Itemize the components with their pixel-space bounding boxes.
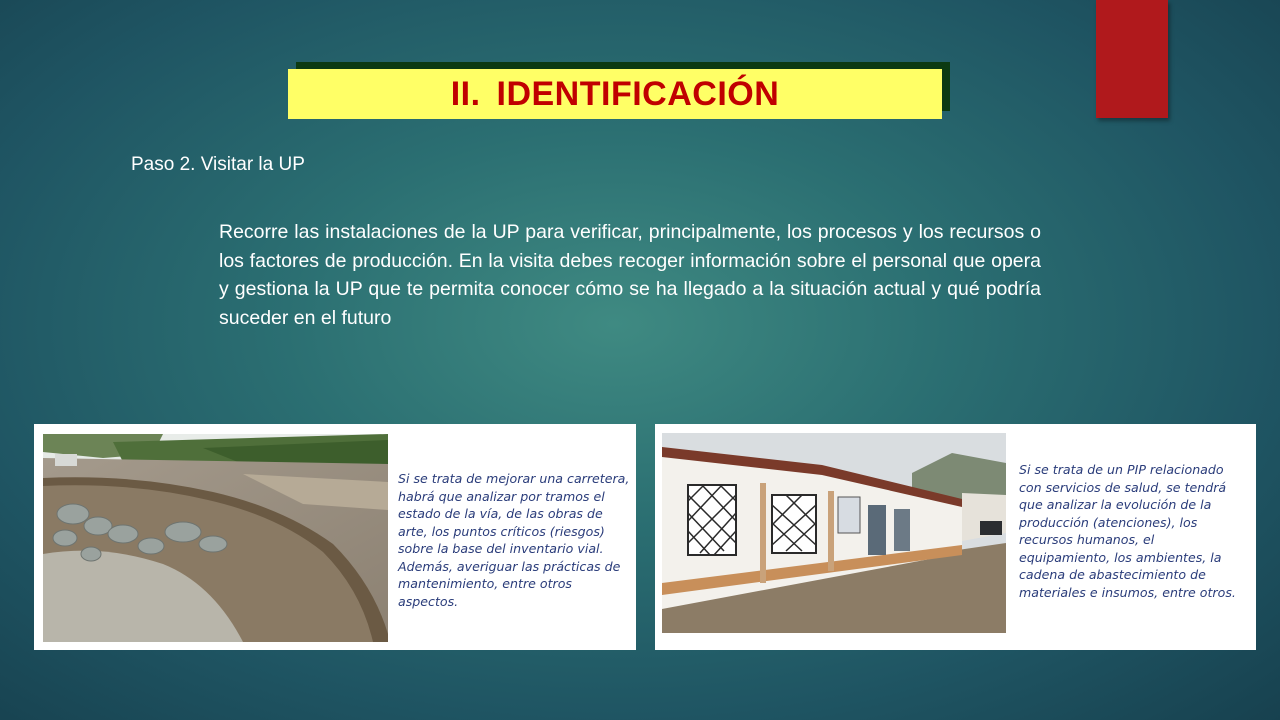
- road-panel: [34, 424, 636, 650]
- red-accent-tab: [1096, 0, 1168, 118]
- title-banner: [288, 69, 942, 119]
- step-heading: Paso 2. Visitar la UP: [131, 154, 305, 175]
- body-paragraph: Recorre las instalaciones de la UP para verificar, principalmente, los procesos y los recursos o los factores de producción. En la visita debes recoger información sobre el personal que opera y gestiona la UP que te permita conocer cómo se ha llegado a la situación actual y qué podría suceder en el futuro: [219, 221, 1041, 329]
- road-damage-photo: [43, 434, 388, 642]
- slide-title: II. IDENTIFICACIÓN: [450, 74, 780, 113]
- health-caption: Si se trata de un PIP relacionado con servicios de salud, se tendrá que analizar la evolución de la producción (atenciones), los recursos humanos, el equipamiento, los ambientes, la cadena de abastecimiento de materiales e insumos, entre otros.: [1019, 462, 1236, 600]
- health-panel: [655, 424, 1256, 650]
- health-center-photo: [662, 433, 1006, 633]
- road-caption: Si se trata de mejorar una carretera, habrá que analizar por tramos el estado de la vía, de las obras de arte, los puntos críticos (riesgos) sobre la base del inventario vial. Además, averiguar las prácticas de mantenimiento, entre otros aspectos.: [398, 471, 630, 609]
